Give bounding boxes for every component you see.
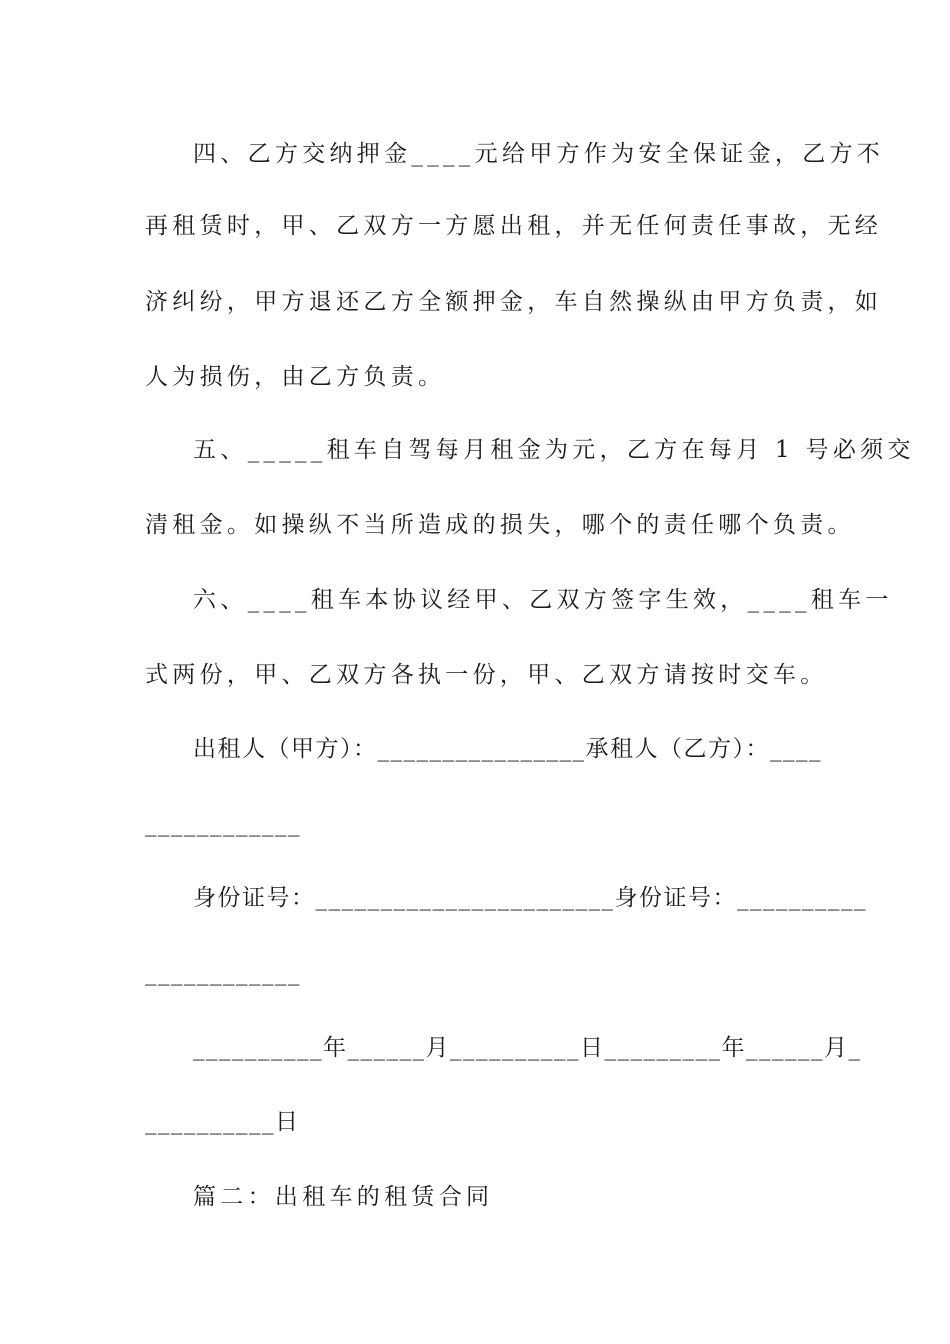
clause-6-line-2: 式两份，甲、乙双方各执一份，甲、乙双方请按时交车。 [145, 662, 828, 688]
date-line: __________年______月__________日_________年______月_ [193, 1035, 862, 1061]
clause-4-line-1: 四、乙方交纳押金____元给甲方作为安全保证金，乙方不 [193, 141, 885, 167]
date-line-continuation: __________日 [145, 1109, 300, 1135]
clause-4-line-3: 济纠纷，甲方退还乙方全额押金，车自然操纵由甲方负责，如 [145, 289, 883, 315]
id-number-continuation: ____________ [145, 960, 301, 986]
clause-4-line-4: 人为损伤，由乙方负责。 [145, 364, 446, 390]
lessee-signature-continuation: ____________ [145, 811, 301, 837]
clause-6-line-1: 六、____租车本协议经甲、乙双方签字生效，____租车一 [193, 587, 893, 613]
clause-5-line-2: 清租金。如操纵不当所造成的损失，哪个的责任哪个负责。 [145, 512, 855, 538]
clause-5-line-1: 五、_____租车自驾每月租金为元，乙方在每月 1 号必须交 [193, 437, 915, 463]
lessor-lessee-signature-line: 出租人（甲方）：________________承租人（乙方）：____ [193, 736, 822, 762]
section-heading: 篇二：出租车的租赁合同 [193, 1184, 494, 1210]
clause-4-line-2: 再租赁时，甲、乙双方一方愿出租，并无任何责任事故，无经 [145, 213, 883, 239]
id-number-line: 身份证号：_______________________身份证号：__________ [193, 885, 867, 911]
